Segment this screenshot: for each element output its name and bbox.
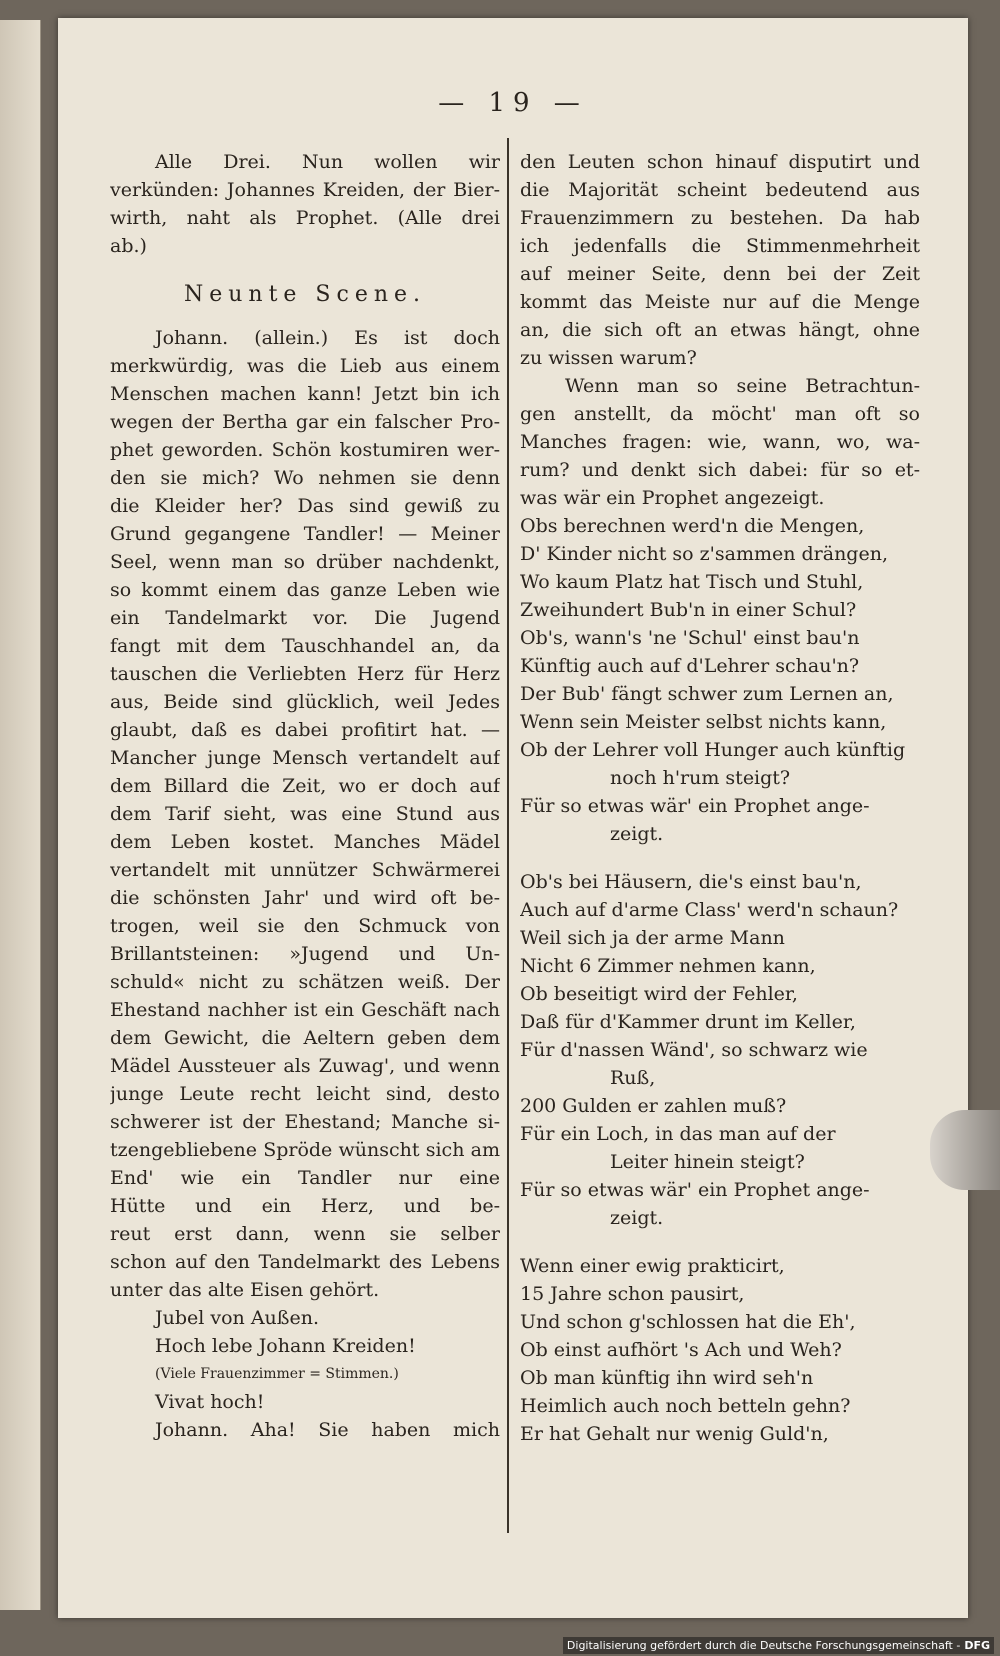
verse-line: Heimlich auch noch betteln gehn? (520, 1395, 851, 1417)
text-line: Mancher junge Mensch vertandelt auf (110, 747, 500, 769)
text-line: tzengebliebene Spröde wünscht sich am (110, 1139, 500, 1161)
text-line: Ehestand nachher ist ein Geschäft nach (110, 999, 500, 1021)
text-line: den sie mich? Wo nehmen sie denn (110, 467, 500, 489)
verse-line: Der Bub' fängt schwer zum Lernen an, (520, 683, 894, 705)
funding-credit-text: Digitalisierung gefördert durch die Deutsche Forschungsgemeinschaft - (566, 1639, 961, 1652)
text-line: ich jedenfalls die Stimmenmehrheit (520, 235, 920, 257)
text-line: wirth, naht als Prophet. (Alle drei (110, 207, 500, 229)
text-line: wegen der Bertha gar ein falscher Pro- (110, 411, 500, 433)
text-line: phet geworden. Schön kostumiren wer- (110, 439, 500, 461)
text-line: Johann. Aha! Sie haben mich (155, 1419, 500, 1441)
book-page (58, 18, 968, 1618)
stage-direction: Jubel von Außen. (155, 1307, 319, 1329)
text-line: was wär ein Prophet angezeigt. (520, 487, 825, 509)
scene-heading: Neunte Scene. (183, 282, 427, 307)
verse-line: Ob man künftig ihn wird seh'n (520, 1367, 814, 1389)
verse-line: Zweihundert Bub'n in einer Schul? (520, 599, 857, 621)
text-line: fangt mit dem Tauschhandel an, da (110, 635, 500, 657)
prose-paragraph (520, 372, 920, 512)
verse-stanza (520, 868, 920, 1232)
text-line: an, die sich oft an etwas hängt, ohne (520, 319, 920, 341)
text-line: rum? und denkt sich dabei: für so et- (520, 459, 920, 481)
text-line: den Leuten schon hinauf disputirt und (520, 151, 920, 173)
page-clip (930, 1110, 1000, 1190)
text-line: ein Tandelmarkt vor. Die Jugend (110, 607, 500, 629)
text-line: Wenn man so seine Betrachtun- (565, 375, 920, 397)
verse-line: Für ein Loch, in das man auf der (520, 1123, 836, 1145)
verse-line: Daß für d'Kammer drunt im Keller, (520, 1011, 856, 1033)
verse-line: Ob beseitigt wird der Fehler, (520, 983, 798, 1005)
verse-line: 200 Gulden er zahlen muß? (520, 1095, 787, 1117)
text-line: die schönsten Jahr' und wird oft be- (110, 887, 500, 909)
dfg-logo: DFG (964, 1639, 990, 1652)
text-line: dem Billard die Zeit, wo er doch auf (110, 775, 500, 797)
verse-line: Auch auf d'arme Class' werd'n schaun? (520, 899, 899, 921)
text-line: Johann. (allein.) Es ist doch (155, 327, 500, 349)
text-line: gen anstellt, da möcht' man oft so (520, 403, 920, 425)
right-column (520, 148, 920, 1448)
verse-line: 15 Jahre schon pausirt, (520, 1283, 745, 1305)
text-line: merkwürdig, was die Lieb aus einem (110, 355, 500, 377)
verse-line: Für so etwas wär' ein Prophet ange- (520, 795, 870, 817)
verse-stanza (520, 512, 920, 848)
text-line: Hütte und ein Herz, und be- (110, 1195, 500, 1217)
prose-paragraph (520, 148, 920, 372)
text-line: Vivat hoch! (155, 1391, 265, 1413)
verse-line: Weil sich ja der arme Mann (520, 927, 785, 949)
funding-credit (563, 1637, 994, 1654)
verse-line: Wenn einer ewig prakticirt, (520, 1255, 785, 1277)
verse-line: Ob der Lehrer voll Hunger auch künftig (520, 739, 906, 761)
text-line: dem Tarif sieht, was eine Stund aus (110, 803, 500, 825)
text-line: die Majorität scheint bedeutend aus (520, 179, 920, 201)
text-line: schuld« nicht zu schätzen weiß. Der (110, 971, 500, 993)
text-line: die Kleider her? Das sind gewiß zu (110, 495, 500, 517)
text-line: reut erst dann, wenn sie selber (110, 1223, 500, 1245)
text-line: Hoch lebe Johann Kreiden! (155, 1335, 416, 1357)
text-line: ab.) (110, 235, 147, 257)
previous-page-edge (0, 20, 41, 1610)
verse-line: Und schon g'schlossen hat die Eh', (520, 1311, 856, 1333)
verse-line: zeigt. (610, 823, 664, 845)
verse-line: Er hat Gehalt nur wenig Guld'n, (520, 1423, 829, 1445)
verse-line: zeigt. (610, 1207, 664, 1229)
text-line: trogen, weil sie den Schmuck von (110, 915, 500, 937)
text-line: dem Gewicht, die Aeltern geben dem (110, 1027, 500, 1049)
verse-line: Ob's bei Häusern, die's einst bau'n, (520, 871, 862, 893)
monologue (110, 324, 500, 1304)
verse-line: Für so etwas wär' ein Prophet ange- (520, 1179, 870, 1201)
left-column (110, 148, 500, 1444)
verse-line: Wenn sein Meister selbst nichts kann, (520, 711, 887, 733)
text-line: junge Leute recht leicht sind, desto (110, 1083, 500, 1105)
text-line: zu wissen warum? (520, 347, 697, 369)
text-line: tauschen die Verliebten Herz für Herz (110, 663, 500, 685)
stanza-spacer (520, 1232, 920, 1252)
text-line: Frauenzimmern zu bestehen. Da hab (520, 207, 920, 229)
verse-line: Künftig auch auf d'Lehrer schau'n? (520, 655, 860, 677)
text-line: dem Leben kostet. Manches Mädel (110, 831, 500, 853)
text-line: Grund gegangene Tandler! — Meiner (110, 523, 500, 545)
text-line: Seel, wenn man so drüber nachdenkt, (110, 551, 500, 573)
text-line: kommt das Meiste nur auf die Menge (520, 291, 920, 313)
verse-stanza (520, 1252, 920, 1448)
text-line: Mädel Aussteuer als Zuwag', und wenn (110, 1055, 500, 1077)
stanza-spacer (520, 848, 920, 868)
text-line: aus, Beide sind glücklich, weil Jedes (110, 691, 500, 713)
verse-line: Ob's, wann's 'ne 'Schul' einst bau'n (520, 627, 860, 649)
verse-line: Ob einst aufhört 's Ach und Weh? (520, 1339, 842, 1361)
text-line: vertandelt mit unnützer Schwärmerei (110, 859, 500, 881)
column-divider (507, 138, 509, 1533)
text-line: auf meiner Seite, denn bei der Zeit (520, 263, 920, 285)
stage-direction: (Viele Frauenzimmer = Stimmen.) (155, 1366, 399, 1382)
text-line: schon auf den Tandelmarkt des Lebens (110, 1251, 500, 1273)
verse-line: noch h'rum steigt? (610, 767, 791, 789)
text-line: unter das alte Eisen gehört. (110, 1279, 380, 1301)
text-line: glaubt, daß es dabei profitirt hat. — (110, 719, 500, 741)
text-line: End' wie ein Tandler nur eine (110, 1167, 500, 1189)
verse-line: Nicht 6 Zimmer nehmen kann, (520, 955, 816, 977)
text-line: so kommt einem das ganze Leben wie (110, 579, 500, 601)
text-line: verkünden: Johannes Kreiden, der Bier- (110, 179, 500, 201)
text-line: Brillantsteinen: »Jugend und Un- (110, 943, 500, 965)
text-line: schwerer ist der Ehestand; Manche si- (110, 1111, 500, 1133)
text-line: Menschen machen kann! Jetzt bin ich (110, 383, 500, 405)
text-line: Manches fragen: wie, wann, wo, wa- (520, 431, 920, 453)
verse-line: Leiter hinein steigt? (610, 1151, 805, 1173)
verse-line: D' Kinder nicht so z'sammen drängen, (520, 543, 888, 565)
page-number: — 19 — (438, 88, 588, 118)
verse-line: Wo kaum Platz hat Tisch und Stuhl, (520, 571, 864, 593)
text-line: Alle Drei. Nun wollen wir (155, 151, 500, 173)
verse-line: Obs berechnen werd'n die Mengen, (520, 515, 865, 537)
verse-line: Für d'nassen Wänd', so schwarz wie (520, 1039, 868, 1061)
verse-line: Ruß, (610, 1067, 656, 1089)
